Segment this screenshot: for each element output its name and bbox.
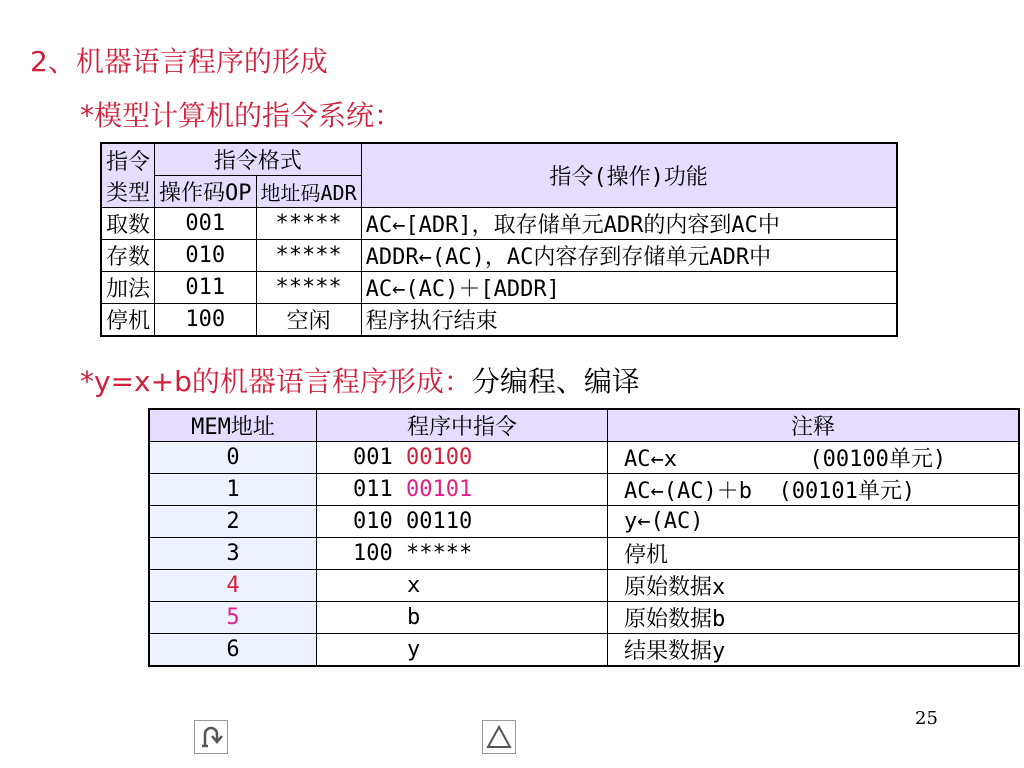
return-arrow-icon — [198, 724, 224, 750]
cell-instruction: x — [317, 570, 608, 602]
opcode-text: 010 — [353, 509, 393, 534]
program-heading-main: *y=x+b的机器语言程序形成： — [80, 365, 472, 398]
instruction-set-table — [100, 142, 898, 337]
home-button[interactable] — [482, 720, 516, 754]
cell-opcode: 001 — [155, 208, 257, 240]
opcode-text: 001 — [353, 445, 393, 470]
cell-comment: 结果数据y — [608, 634, 1020, 667]
cell-opcode: 010 — [155, 240, 257, 272]
cell-mem-address: 3 — [149, 538, 317, 570]
cell-mem-address: 5 — [149, 602, 317, 634]
cell-address: ***** — [256, 240, 361, 272]
cell-comment: AC←(AC)＋b (00101单元) — [608, 474, 1020, 506]
cell-mem-address: 0 — [149, 442, 317, 474]
cell-function: 程序执行结束 — [361, 304, 897, 337]
operand-text: 00100 — [406, 445, 473, 470]
cell-instruction — [317, 442, 608, 474]
opcode-text: 011 — [353, 477, 393, 502]
table-row — [101, 240, 897, 272]
table-row — [149, 442, 1019, 474]
table-row — [101, 208, 897, 240]
header-instruction-format: 指令格式 — [155, 143, 362, 176]
cell-function: AC←(AC)＋[ADDR] — [361, 272, 897, 304]
section-heading: 2、机器语言程序的形成 — [30, 45, 328, 78]
cell-address: ***** — [256, 272, 361, 304]
page-number: 25 — [915, 708, 938, 729]
cell-instruction — [317, 474, 608, 506]
cell-instruction — [317, 506, 608, 538]
cell-comment: 停机 — [608, 538, 1020, 570]
cell-opcode: 100 — [155, 304, 257, 337]
cell-instruction — [317, 538, 608, 570]
cell-mem-address: 4 — [149, 570, 317, 602]
header-comment: 注释 — [608, 409, 1020, 442]
program-table — [148, 408, 1020, 667]
cell-instruction: y — [317, 634, 608, 667]
table-row — [149, 634, 1019, 667]
cell-comment: 原始数据x — [608, 570, 1020, 602]
table-row — [149, 602, 1019, 634]
header-address-code: 地址码ADR — [256, 176, 361, 208]
back-button[interactable] — [194, 720, 228, 754]
operand-text: 00110 — [406, 509, 473, 534]
table-row — [149, 506, 1019, 538]
opcode-text: 100 — [353, 541, 393, 566]
operand-text: ***** — [406, 541, 473, 566]
cell-mem-address: 1 — [149, 474, 317, 506]
program-heading — [80, 360, 640, 400]
header-instruction-function: 指令(操作)功能 — [361, 143, 897, 208]
cell-address: 空闲 — [256, 304, 361, 337]
cell-comment: y←(AC) — [608, 506, 1020, 538]
cell-mem-address: 2 — [149, 506, 317, 538]
header-program-instruction: 程序中指令 — [317, 409, 608, 442]
program-heading-suffix: 分编程、编译 — [471, 365, 640, 398]
instruction-set-heading: *模型计算机的指令系统： — [80, 99, 403, 132]
table-row — [101, 304, 897, 337]
cell-function: ADDR←(AC)，AC内容存到存储单元ADR中 — [361, 240, 897, 272]
operand-text: 00101 — [406, 477, 473, 502]
table-row — [149, 538, 1019, 570]
cell-opcode: 011 — [155, 272, 257, 304]
table-row — [101, 272, 897, 304]
cell-address: ***** — [256, 208, 361, 240]
triangle-icon — [486, 724, 512, 750]
cell-instruction: b — [317, 602, 608, 634]
table-row — [149, 474, 1019, 506]
header-instruction-type: 指令 类型 — [101, 143, 155, 208]
cell-mem-address: 6 — [149, 634, 317, 667]
cell-comment: AC←x (00100单元) — [608, 442, 1020, 474]
cell-function: AC←[ADR]，取存储单元ADR的内容到AC中 — [361, 208, 897, 240]
cell-type: 停机 — [101, 304, 155, 337]
cell-type: 取数 — [101, 208, 155, 240]
header-opcode: 操作码OP — [155, 176, 257, 208]
cell-type: 加法 — [101, 272, 155, 304]
cell-comment: 原始数据b — [608, 602, 1020, 634]
header-mem-address: MEM地址 — [149, 409, 317, 442]
table-row — [149, 570, 1019, 602]
cell-type: 存数 — [101, 240, 155, 272]
